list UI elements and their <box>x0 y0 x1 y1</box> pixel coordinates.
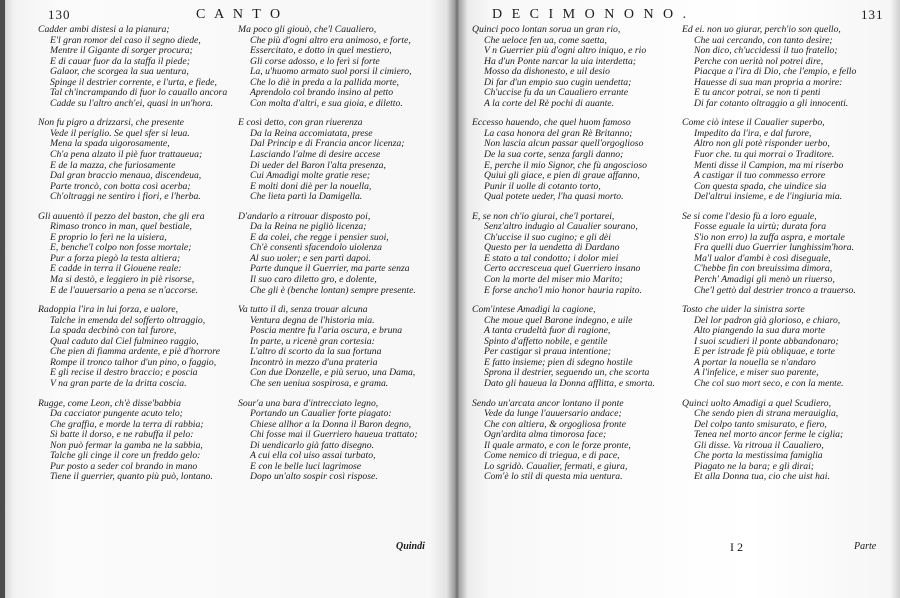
stanza-gap <box>38 203 238 212</box>
verse-line: Ch'è consentì sfacendolo uiolenza <box>250 243 383 254</box>
verse-line: Cui Amadigi molte gratie rese; <box>250 171 371 182</box>
stanza-gap <box>682 296 896 305</box>
verse-line: Gli auuentò il pezzo del baston, che gli era <box>38 211 205 222</box>
verse-line: E molti doni diè per la nouella, <box>250 181 372 192</box>
verse-line: Con due Donzelle, e più seruo, una Dama, <box>250 368 416 379</box>
verse-line: Dal Princip e di Francia ancor licenza; <box>250 139 405 150</box>
stanza-gap <box>238 296 446 305</box>
stanza-gap <box>38 109 238 118</box>
verse-line: Altro non gli potè risponder uerbo, <box>694 139 830 150</box>
verse-line: Ch'uccise il suo cugino; e gli dèi <box>484 232 611 243</box>
verse-line: Come nemico di triegua, e di pace, <box>484 451 620 462</box>
verse-line: Che sen ueniua sospirosa, e grama. <box>250 378 389 389</box>
verse-line: Mentre il Gigante di sorger procura; <box>50 46 193 57</box>
verse-line: Spinto d'affetto nobile, e gentile <box>484 336 608 347</box>
running-head-right: D E C I M O N O N O . <box>492 7 690 22</box>
verse-line: Portando un Caualier forte piagato: <box>250 409 392 420</box>
page-number-right: 131 <box>861 7 884 22</box>
verse-line: Come ciò intese il Caualier superbo, <box>682 118 825 129</box>
left-column-2 <box>238 25 446 483</box>
verse-line: E, se non ch'io giurai, che'l portarei, <box>472 211 615 222</box>
verse-line: Sour'a una bara d'intrecciato legno, <box>238 398 379 409</box>
right-column-2 <box>682 25 896 483</box>
verse-line: Quinci uolto Amadigi a quel Scudiero, <box>682 398 832 409</box>
verse-line: Parte dunque il Guerrier, ma parte senza <box>250 264 410 275</box>
page-number-left: 130 <box>48 7 71 22</box>
verse-line: Spinge il destrier corrente, e l'urta, e fiede, <box>50 77 217 88</box>
verse-line: A la corte del Rè pochi di auante. <box>484 98 615 109</box>
verse-line: Mosso da dishonesto, e uil desio <box>484 67 610 78</box>
verse-line: Sprona il destrier, seguendo un, che scorta <box>484 368 650 379</box>
verse-line: E, perche il mio Signor, che fù angoscioso <box>484 160 647 171</box>
verse-line: Ma si destò, e leggiero in piè risorse, <box>50 275 195 286</box>
catchword-left: Quindi <box>396 541 425 552</box>
verse-line: Gli disse. Va ritroua il Caualiero, <box>694 440 824 451</box>
verse-line: Vede il periglio. Se quel sfer si leua. <box>50 128 190 139</box>
verse-line: Chi fosse mai il Guerriero haueua trattato; <box>250 430 418 441</box>
verse-line: In parte, u ricenè gran cortesia: <box>250 336 375 347</box>
verse-line: E proprio lo ferì ne la uisiera, <box>50 232 167 243</box>
running-head-left: C A N T O <box>196 7 284 22</box>
book-gutter <box>446 0 468 598</box>
verse-line: Piacque a l'ira di Dio, che l'empio, e fello <box>694 67 857 78</box>
verse-line: Si batte il dorso, e ne rabuffa il pelo: <box>50 430 194 441</box>
verse-line: Talche in emenda del sofferto oltraggio, <box>50 315 206 326</box>
verse-line: Senz'altro indugio al Caualier sourano, <box>484 222 638 233</box>
verse-line: Galaor, che scorgea la sua uentura, <box>50 67 189 78</box>
verse-line: Del lor padron già glorioso, e chiaro, <box>694 315 841 326</box>
verse-line: A portar la nouella se n'andaro <box>694 357 816 368</box>
verse-line: E'l gran romor del caso il segno diede, <box>50 35 201 46</box>
verse-line: Da la Reina accomiatata, prese <box>250 128 373 139</box>
verse-line: E stato a tal condotto; i dolor miei <box>484 253 619 264</box>
verse-line: Menti disse il Campion, ma mi riserbo <box>694 160 844 171</box>
verse-line: E da colei, che regge i pensier suoi, <box>250 232 389 243</box>
verse-line: Talche gli cinge il core un freddo gelo: <box>50 451 201 462</box>
verse-line: Eccesso hauendo, che quel huom famoso <box>472 118 631 129</box>
stanza-gap <box>238 390 446 399</box>
verse-line: Ma poco gli giouò, che'l Caualiero, <box>238 25 377 35</box>
verse-line: Radoppia l'ira in lui forza, e ualore, <box>38 305 179 316</box>
verse-line: Com'intese Amadigi la cagione, <box>472 305 596 316</box>
verse-line: Che sendo pien di strana merauiglia, <box>694 409 839 420</box>
verse-line: Il quale armato, e con le forze pronte, <box>484 440 631 451</box>
verse-line: Fosse eguale la uirtù; durata fora <box>694 222 827 233</box>
verse-line: Essercitato, e dotto in quel mestiero, <box>250 46 392 57</box>
verse-line: Con molta d'altri, e sua gioia, e diletto. <box>250 98 403 109</box>
verse-line: Al suo uoler; e sen partì dapoi. <box>250 253 371 264</box>
verse-line: Quinci poco lontan sorua un gran rio, <box>472 25 621 35</box>
verse-line: Che più d'ogni altro era animoso, e forte, <box>250 35 411 46</box>
verse-line: E fatto insieme; pien di sdegno hostile <box>484 357 633 368</box>
verse-line: Non può fermar la gamba ne la sabbia, <box>50 440 203 451</box>
verse-line: Incontrò in mezzo d'una prateria <box>250 357 378 368</box>
verse-line: Tosto che uider la sinistra sorte <box>682 305 805 316</box>
verse-line: Ch'oltraggi ne sentiro i fiori, e l'herba. <box>50 192 201 203</box>
verse-line: Il suo caro diletto gro, e dolente, <box>250 275 377 286</box>
stanza-gap <box>682 203 896 212</box>
stanza-gap <box>472 390 679 399</box>
verse-line: Per castigar sì praua intentione; <box>484 347 612 358</box>
left-column-1 <box>38 25 238 483</box>
verse-line: Qual caduto dal Ciel fulmineo raggio, <box>50 336 199 347</box>
verse-line: Non dico, ch'uccidessi il tuo fratello; <box>694 46 838 57</box>
verse-line: A tanta crudeltà fuor di ragione, <box>484 326 611 337</box>
verse-line: Fuor che. tu qui morrai o Traditore. <box>694 150 835 161</box>
scan-edge <box>0 0 5 598</box>
verse-line: Che lo diè in preda a la pallida morte, <box>250 77 399 88</box>
verse-line: Hauesse di sua man propria a morire: <box>694 77 843 88</box>
verse-line: Che'l gettò dal destrier tronco a trauerso. <box>694 285 856 296</box>
verse-line: L'altro di scorto da la sua fortuna <box>250 347 382 358</box>
verse-line: Ch'a pena alzato il piè fuor trattaueua; <box>50 150 203 161</box>
right-column-1 <box>472 25 679 483</box>
verse-line: Dal gran braccio menaua, discendeua, <box>50 171 202 182</box>
verse-line: Rompe il tronco talhor d'un pino, o faggio, <box>50 357 217 368</box>
verse-line: E così detto, con gran riuerenza <box>238 118 363 129</box>
verse-line: Che col suo mort seco, e con la mente. <box>694 378 844 389</box>
verse-line: E con le belle luci lagrimose <box>250 461 362 472</box>
verse-line: Piagato ne la bara; e gli dirai; <box>694 461 815 472</box>
verse-line: Cadde su l'altro anch'ei, quasi in un'hora. <box>50 98 214 109</box>
verse-line: Che graffia, e morde la terra di rabbia; <box>50 419 204 430</box>
verse-line: Ventura degna de l'historia mia. <box>250 315 375 326</box>
verse-line: Et alla Donna tua, cio che uist hai. <box>694 472 830 483</box>
verse-line: Cadder ambi distesi a la pianura; <box>38 25 170 35</box>
verse-line: Quiui gli giace, e pien di graue affanno, <box>484 171 640 182</box>
verse-line: Pur a forza piegò la testa altiera; <box>50 253 181 264</box>
verse-line: Del'altrui insieme, e de l'ingiuria mia. <box>694 192 843 203</box>
verse-line: Tal ch'incrampando di fuor lo cauallo ancora <box>50 88 228 99</box>
verse-line: Ch'uccise fu da un Caualiero errante <box>484 88 629 99</box>
verse-line: E forse ancho'l mio honor hauria rapito. <box>484 285 642 296</box>
verse-line: Poscia mentre fu l'aria oscura, e bruna <box>250 326 403 337</box>
stanza-gap <box>472 296 679 305</box>
verse-line: Non fu pigro a drizzarsi, che presente <box>38 118 184 129</box>
verse-line: Che ueloce fen ua, come saetta, <box>484 35 607 46</box>
verse-line: Lasciando l'alme di desire accese <box>250 150 381 161</box>
verse-line: Che porta la mestissima famiglia <box>694 451 823 462</box>
verse-line: La, u'huomo armato suol porsi il cimiero, <box>250 67 412 78</box>
verse-line: Perche con uerità nol potrei dire, <box>694 56 824 67</box>
verse-line: Non lascia alcun passar quell'orgoglioso <box>484 139 644 150</box>
verse-line: Va tutto il dì, senza trouar alcuna <box>238 305 368 316</box>
verse-line: I suoi scudieri il ponte abbandonaro; <box>694 336 839 347</box>
verse-line: V n Guerrier più d'ogni altro iniquo, e rio <box>484 46 647 57</box>
verse-line: Fra quelli duo Guerrier lunghissim'hora. <box>694 243 855 254</box>
verse-line: Lo sgridò. Caualier, fermati, e giura, <box>484 461 628 472</box>
verse-line: Aprendolo col brando insino al petto <box>250 88 394 99</box>
verse-line: A castigar il tuo commesso errore <box>694 171 826 182</box>
stanza-gap <box>38 296 238 305</box>
verse-line: La spada decbinò con tal furore, <box>50 326 177 337</box>
verse-line: Questo per la uendetta di Dardano <box>484 243 620 254</box>
verse-line: E de l'auuersario a pena se n'accorse. <box>50 285 199 296</box>
verse-line: Sendo un'arcata ancor lontano il ponte <box>472 398 624 409</box>
verse-line: Che gli è (benche lontan) sempre presente. <box>250 285 416 296</box>
verse-line: Chiese allhor a la Donna il Baron degno, <box>250 419 412 430</box>
verse-line: Ed ei. non uo giurar, perch'io son quello, <box>682 25 841 35</box>
verse-line: Certo accresceua quel Guerriero insano <box>484 264 641 275</box>
verse-line: Di far d'un empio suo cugin uendetta; <box>484 77 632 88</box>
verse-line: Che moue quel Barone indegno, e uile <box>484 315 633 326</box>
verse-line: Perch' Amadigi gli menò un riuerso, <box>694 275 835 286</box>
verse-line: Ha d'un Ponte narcar la uia interdetta; <box>484 56 637 67</box>
verse-line: Che lieta partì la Damigella. <box>250 192 363 203</box>
verse-line: E de la mazza, che furiosamente <box>50 160 176 171</box>
verse-line: Parte troncò, con botta così acerba; <box>50 181 191 192</box>
verse-line: A l'infelice, e miser suo parente, <box>694 368 819 379</box>
verse-line: D'andarlo a ritrouar disposto poi, <box>238 211 371 222</box>
verse-line: E cadde in terra il Giouene reale: <box>50 264 182 275</box>
verse-line: C'hebbe fin con breuissima dimora, <box>694 264 833 275</box>
stanza-gap <box>682 390 896 399</box>
verse-line: Di ueder del Baron l'alta presenza, <box>250 160 386 171</box>
verse-line: Alto piangendo la sua dura morte <box>694 326 826 337</box>
verse-line: Mena la spada uigorosamente, <box>50 139 170 150</box>
verse-line: Pur posto a seder col brando in mano <box>50 461 198 472</box>
verse-line: Con la morte del miser mio Marito; <box>484 275 623 286</box>
verse-line: Di uendicarlo già fatto disegno. <box>250 440 375 451</box>
verse-line: Dopo un'alto sospir così rispose. <box>250 472 378 483</box>
signature-mark: I 2 <box>730 540 743 554</box>
verse-line: Ogn'ardita alma timorosa face; <box>484 430 607 441</box>
stanza-gap <box>38 390 238 399</box>
verse-line: Se si come l'desio fù a loro eguale, <box>682 211 817 222</box>
verse-line: Che pien di fiamma ardente, e piè d'horrore <box>50 347 220 358</box>
verse-line: Dato gli haueua la Donna afflitta, e smorta. <box>484 378 655 389</box>
verse-line: La casa honora del gran Rè Britanno; <box>484 128 633 139</box>
stanza-gap <box>472 203 679 212</box>
verse-line: Con questa spada, che uindice sia <box>694 181 827 192</box>
stanza-gap <box>472 109 679 118</box>
verse-line: Qual potete ueder, l'ha quasi morto. <box>484 192 624 203</box>
verse-line: Ma'l ualor d'ambi è così diseguale, <box>694 253 831 264</box>
verse-line: E gli recise il destro braccio; e poscia <box>50 368 198 379</box>
verse-line: E, benche'l colpo non fosse mortale; <box>50 243 192 254</box>
stanza-gap <box>682 109 896 118</box>
verse-line: E di cauar fuor da la staffa il piede; <box>50 56 190 67</box>
verse-line: V na gran parte de la dritta coscia. <box>50 378 187 389</box>
stanza-gap <box>238 203 446 212</box>
verse-line: Impedito da l'ira, e dal furore, <box>694 128 812 139</box>
verse-line: Vede da lunge l'auuersario andace; <box>484 409 622 420</box>
verse-line: Di far cotanto oltraggio a gli innocenti. <box>694 98 849 109</box>
verse-line: Che uai cercando, con tanto desire; <box>694 35 833 46</box>
verse-line: Rimaso tronco in man, quel bestiale, <box>50 222 192 233</box>
verse-line: Da la Reina ne pigliò licenza; <box>250 222 367 233</box>
stanza-gap <box>238 109 446 118</box>
verse-line: Rugge, come Leon, ch'è disse'babbia <box>38 398 181 409</box>
verse-line: E tu ancor potrai, se non ti penti <box>694 88 821 99</box>
verse-line: Tenea nel morto ancor ferme le ciglia; <box>694 430 844 441</box>
verse-line: Del colpo tanto smisurato, e fiero, <box>694 419 827 430</box>
verse-line: S'io non erro) la zuffa aspra, e mortale <box>694 232 845 243</box>
right-page <box>450 0 900 598</box>
verse-line: Da cacciator pungente acuto telo; <box>50 409 183 420</box>
verse-line: Che con altiera, & orgogliosa fronte <box>484 419 626 430</box>
verse-line: Tiene il guerrier, quanto più può, lontano. <box>50 472 213 483</box>
verse-line: E per istrade fè più obliquae, e torte <box>694 347 835 358</box>
verse-line: Punir il uolle di cotanto torto, <box>484 181 601 192</box>
verse-line: Gli corse adosso, e lo ferì si forte <box>250 56 380 67</box>
verse-line: A cui ella col uiso assai turbato, <box>250 451 376 462</box>
catchword-right: Parte <box>854 541 877 552</box>
verse-line: De la sua corte, senza fargli danno; <box>484 150 624 161</box>
verse-line: Com'è lo stil di questa mia uentura. <box>484 472 623 483</box>
